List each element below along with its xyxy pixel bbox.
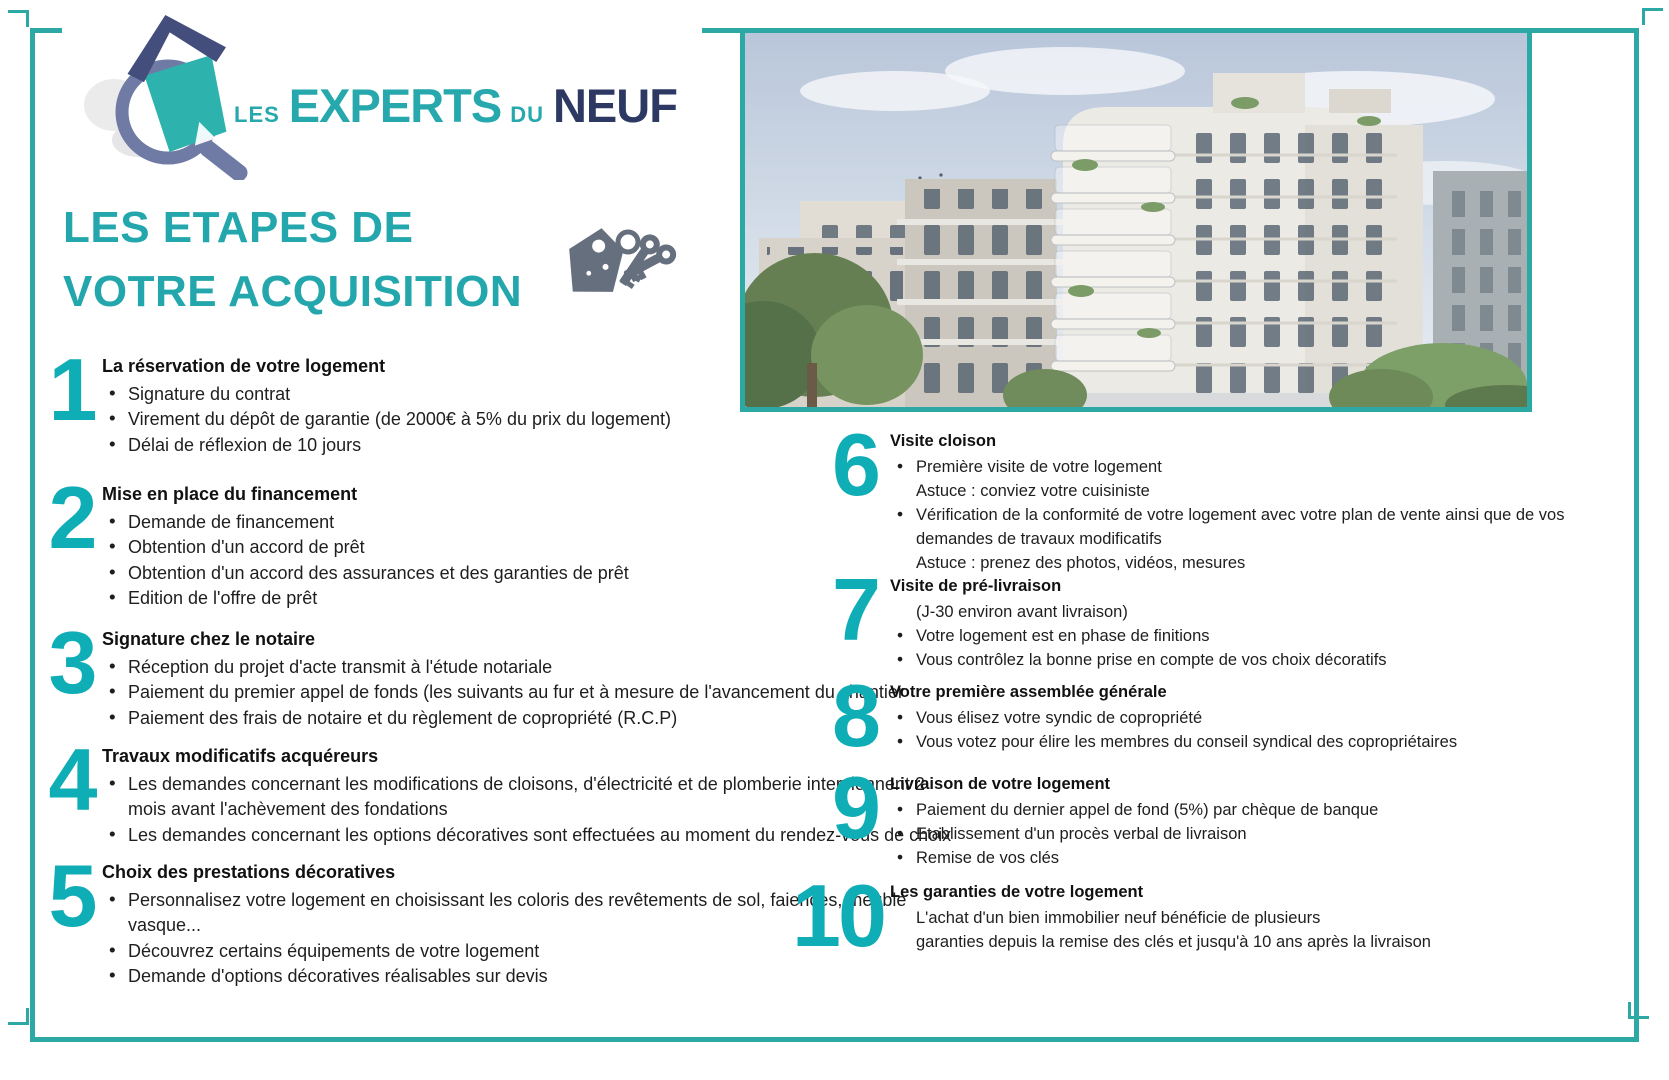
step-item: • Demande d'options décoratives réalisables sur devis bbox=[102, 964, 962, 990]
step-title: Travaux modificatifs acquéreurs bbox=[102, 746, 379, 766]
step-content bbox=[890, 678, 1580, 754]
step-content bbox=[890, 770, 1580, 870]
brand-neuf: NEUF bbox=[552, 79, 677, 132]
step-note: Astuce : prenez des photos, vidéos, mesures bbox=[916, 554, 1246, 573]
steps-column-right bbox=[792, 0, 1592, 1080]
step-number: 3 bbox=[48, 613, 98, 712]
step-item: • Remise de vos clés bbox=[890, 846, 1580, 870]
step-item: • Demande de financement bbox=[102, 510, 962, 536]
step-title: Les garanties de votre logement bbox=[890, 883, 1144, 901]
step-content bbox=[890, 878, 1580, 954]
step-content bbox=[890, 427, 1580, 575]
step-8 bbox=[792, 666, 1580, 765]
step-item: • Obtention d'un accord des assurances et des garanties de prêt bbox=[102, 561, 962, 587]
step-title: Livraison de votre logement bbox=[890, 775, 1111, 793]
step-items bbox=[890, 600, 1580, 672]
step-title: Visite de pré-livraison bbox=[890, 577, 1062, 595]
step-title: Mise en place du financement bbox=[102, 484, 358, 504]
step-item: • Les demandes concernant les modifications de cloisons, d'électricité et de plomberie interviennent 2 mois avant l'achèvement des fondations bbox=[102, 772, 962, 823]
step-item: • Découvrez certains équipements de votre logement bbox=[102, 939, 962, 965]
step-title: Signature chez le notaire bbox=[102, 629, 316, 649]
step-number: 6 bbox=[832, 415, 878, 514]
step-item: • Vous élisez votre syndic de copropriété bbox=[890, 706, 1580, 730]
page-title-line2: VOTRE ACQUISITION bbox=[63, 267, 523, 316]
step-content bbox=[890, 572, 1580, 672]
step-number: 1 bbox=[48, 340, 98, 439]
step-title: Visite cloison bbox=[890, 432, 997, 450]
step-item: • Réception du projet d'acte transmit à l'étude notariale bbox=[102, 655, 962, 681]
brand-du: DU bbox=[510, 102, 544, 127]
step-number: 7 bbox=[832, 560, 878, 659]
step-number: 5 bbox=[48, 846, 98, 945]
step-item: • Signature du contrat bbox=[102, 382, 962, 408]
step-item: • Edition de l'offre de prêt bbox=[102, 586, 962, 612]
step-item: • Vous votez pour élire les membres du conseil syndical des copropriétaires bbox=[890, 730, 1580, 754]
corner-mark-top-left bbox=[8, 10, 29, 27]
step-9 bbox=[792, 758, 1580, 870]
step-6 bbox=[792, 415, 1580, 575]
step-item: • Obtention d'un accord de prêt bbox=[102, 535, 962, 561]
step-number: 8 bbox=[832, 666, 878, 765]
step-item: • Première visite de votre logement bbox=[890, 455, 1580, 479]
corner-mark-top-right bbox=[1642, 8, 1663, 25]
step-number: 2 bbox=[48, 468, 98, 567]
step-item: • Virement du dépôt de garantie (de 2000€ à 5% du prix du logement) bbox=[102, 407, 962, 433]
step-number: 4 bbox=[48, 730, 98, 829]
page-title-line1: LES ETAPES DE bbox=[63, 203, 414, 252]
brand-les: LES bbox=[234, 102, 280, 127]
step-items bbox=[890, 455, 1580, 575]
step-item: • Vérification de la conformité de votre logement avec votre plan de vente ainsi que de vos demandes de travaux modificatifs bbox=[890, 503, 1580, 551]
step-title: Choix des prestations décoratives bbox=[102, 862, 396, 882]
brand-experts: EXPERTS bbox=[288, 79, 502, 132]
step-title: La réservation de votre logement bbox=[102, 356, 386, 376]
step-note: L'achat d'un bien immobilier neuf bénéficie de plusieurs bbox=[916, 909, 1321, 928]
step-items bbox=[890, 706, 1580, 754]
step-item: • Paiement du dernier appel de fond (5%) par chèque de banque bbox=[890, 798, 1580, 822]
step-number: 9 bbox=[832, 758, 878, 857]
step-item: • Vous contrôlez la bonne prise en compte de vos choix décoratifs bbox=[890, 648, 1580, 672]
step-note: (J-30 environ avant livraison) bbox=[916, 603, 1128, 622]
step-10 bbox=[792, 866, 1580, 965]
step-items bbox=[890, 798, 1580, 870]
step-item: • Délai de réflexion de 10 jours bbox=[102, 433, 962, 459]
step-item: • Votre logement est en phase de finitions bbox=[890, 624, 1580, 648]
corner-mark-bottom-left bbox=[8, 1008, 29, 1025]
step-item: • Etablissement d'un procès verbal de livraison bbox=[890, 822, 1580, 846]
step-item: • Personnalisez votre logement en choisissant les coloris des revêtements de sol, faiences, meuble vasque... bbox=[102, 888, 962, 939]
step-items bbox=[890, 906, 1580, 954]
step-number: 10 bbox=[792, 866, 884, 965]
step-note: Astuce : conviez votre cuisiniste bbox=[916, 482, 1150, 501]
step-title: Votre première assemblée générale bbox=[890, 683, 1167, 701]
step-note: garanties depuis la remise des clés et jusqu'à 10 ans après la livraison bbox=[916, 933, 1431, 952]
step-item: • Les demandes concernant les options décoratives sont effectuées au moment du rendez-vous de choix bbox=[102, 823, 962, 849]
step-item: • Paiement du premier appel de fonds (les suivants au fur et à mesure de l'avancement du chantier bbox=[102, 680, 962, 706]
step-item: • Paiement des frais de notaire et du règlement de copropriété (R.C.P) bbox=[102, 706, 962, 732]
